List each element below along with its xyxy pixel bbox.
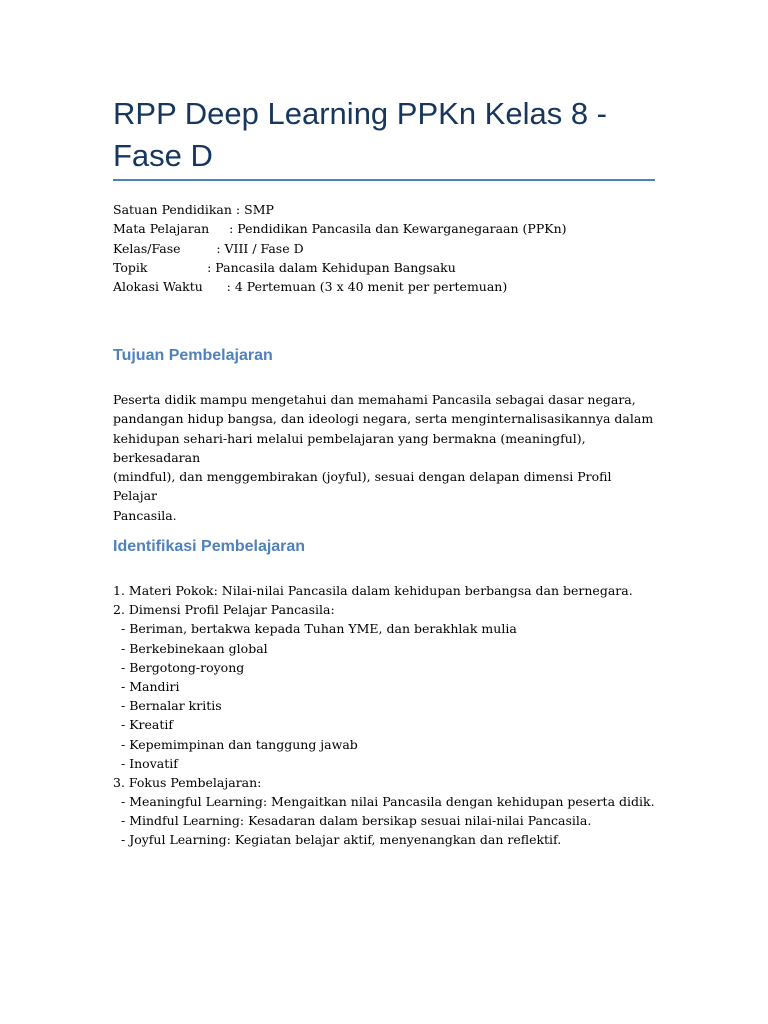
meta-value: Pancasila dalam Kehidupan Bangsaku [215, 259, 456, 275]
list-subitem: - Bernalar kritis [121, 698, 222, 714]
metadata-block [113, 200, 567, 296]
meta-label: Topik [113, 259, 148, 275]
meta-row-alokasi-waktu [113, 277, 567, 296]
meta-row-satuan-pendidikan [113, 200, 567, 219]
meta-value: 4 Pertemuan (3 x 40 menit per pertemuan) [234, 279, 508, 295]
list-subitem: - Berkebinekaan global [121, 640, 268, 656]
list-item: 1. Materi Pokok: Nilai-nilai Pancasila dalam kehidupan berbangsa dan bernegara. [113, 583, 633, 598]
meta-label: Alokasi Waktu [113, 279, 203, 295]
meta-label: Mata Pelajaran [113, 221, 210, 237]
meta-row-topik [113, 258, 567, 277]
meta-separator: : [209, 221, 238, 237]
paragraph-line: pandangan hidup bangsa, dan ideologi negara, serta menginternalisasikannya dalam [113, 411, 654, 427]
section-heading-tujuan: Tujuan Pembelajaran [113, 347, 273, 364]
meta-label: Kelas/Fase [113, 240, 181, 256]
paragraph-line: (mindful), dan menggembirakan (joyful), sesuai dengan delapan dimensi Profil Pelajar [113, 469, 612, 504]
section-heading-identifikasi: Identifikasi Pembelajaran [113, 538, 306, 555]
list-subitem: - Beriman, bertakwa kepada Tuhan YME, dan berakhlak mulia [121, 621, 517, 637]
meta-separator: : [231, 202, 245, 217]
list-item: 2. Dimensi Profil Pelajar Pancasila: [113, 602, 335, 618]
list-subitem: - Mandiri [121, 678, 180, 694]
tujuan-paragraph [113, 390, 655, 525]
meta-label: Satuan Pendidikan [113, 202, 232, 217]
paragraph-line: kehidupan sehari-hari melalui pembelajaran yang bermakna (meaningful), berkesadaran [113, 430, 586, 465]
list-subitem: - Bergotong-royong [121, 659, 245, 675]
meta-separator: : [202, 279, 235, 295]
meta-row-kelas-fase [113, 239, 567, 258]
list-subitem: - Joyful Learning: Kegiatan belajar aktif, menyenangkan dan reflektif. [121, 832, 562, 848]
document-title: RPP Deep Learning PPKn Kelas 8 - Fase D [113, 96, 608, 173]
list-subitem: - Inovatif [121, 755, 178, 771]
identifikasi-list [113, 581, 655, 850]
meta-separator: : [147, 259, 216, 275]
meta-value: SMP [244, 202, 274, 217]
list-subitem: - Mindful Learning: Kesadaran dalam bersikap sesuai nilai-nilai Pancasila. [121, 813, 592, 829]
paragraph-line: Peserta didik mampu mengetahui dan memahami Pancasila sebagai dasar negara, [113, 392, 636, 407]
list-item: 3. Fokus Pembelajaran: [113, 774, 262, 790]
meta-value: Pendidikan Pancasila dan Kewarganegaraan (PPKn) [237, 221, 567, 237]
list-subitem: - Kepemimpinan dan tanggung jawab [121, 736, 358, 752]
meta-separator: : [180, 240, 225, 256]
meta-row-mata-pelajaran [113, 219, 567, 238]
list-subitem: - Kreatif [121, 717, 174, 733]
list-subitem: - Meaningful Learning: Mengaitkan nilai Pancasila dengan kehidupan peserta didik. [121, 794, 655, 810]
title-divider [113, 179, 655, 181]
paragraph-line: Pancasila. [113, 507, 177, 523]
meta-value: VIII / Fase D [224, 240, 304, 256]
